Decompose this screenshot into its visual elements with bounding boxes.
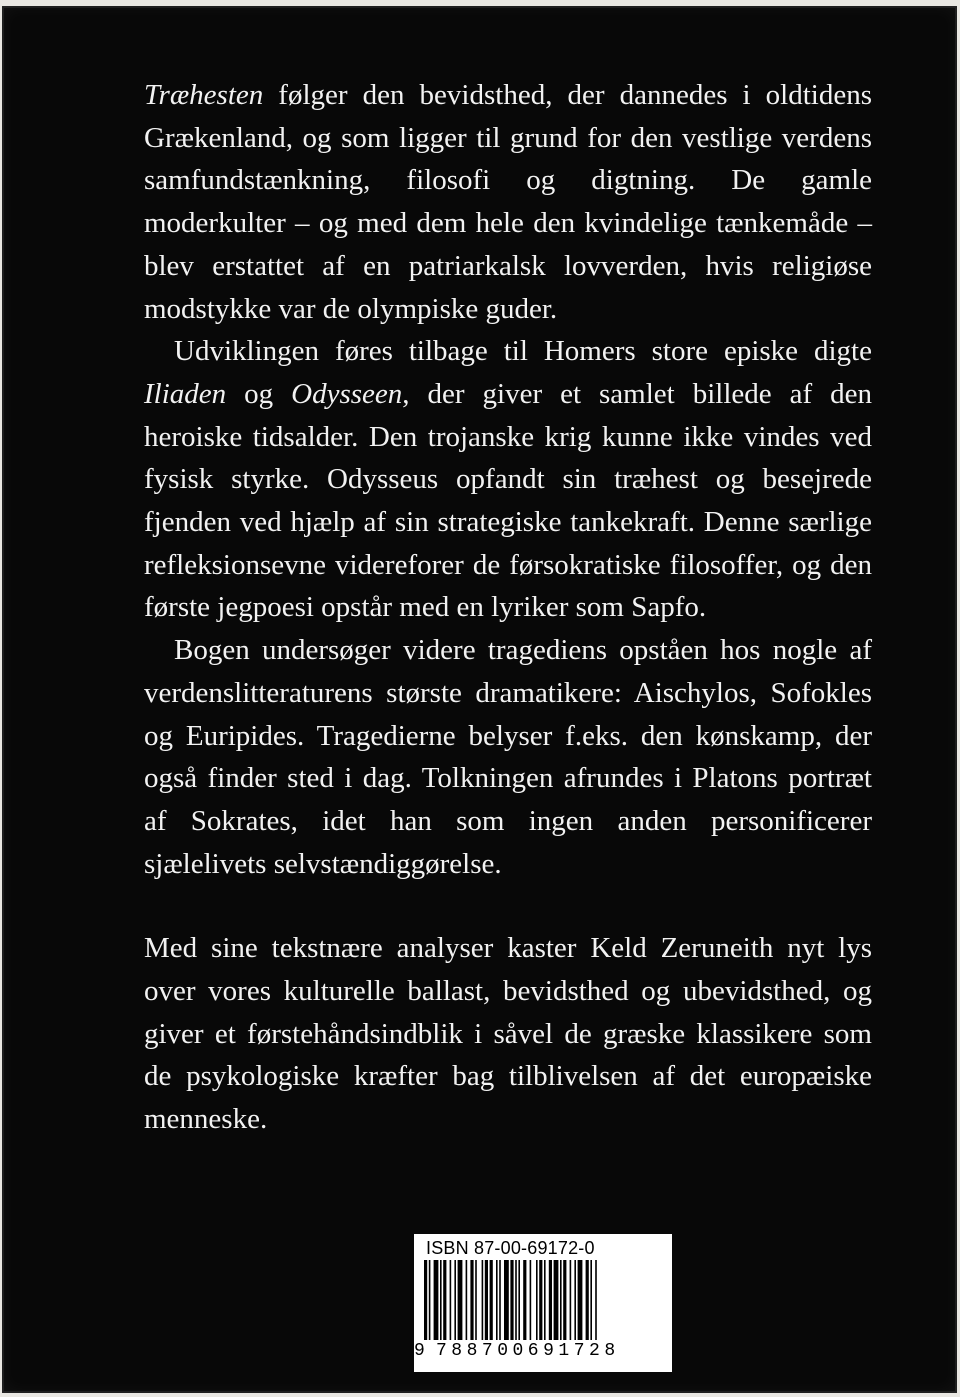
blurb-paragraph-1 [144, 74, 872, 330]
barcode-bar [485, 1260, 488, 1340]
barcode-bar [496, 1260, 498, 1340]
isbn-number: ISBN 87-00-69172-0 [426, 1238, 595, 1258]
barcode-bar [578, 1260, 583, 1340]
barcode-bar [515, 1260, 517, 1340]
barcode-bar [482, 1260, 484, 1340]
barcode-bar [530, 1260, 532, 1340]
barcode-bar [499, 1260, 501, 1340]
ean-first-digit: 9 [414, 1341, 425, 1361]
barcode-bar [454, 1260, 456, 1340]
blurb-paragraph-3: Bogen undersøger videre tragediens opståen hos nogle af verdenslitteraturens største dramatikere: Aischylos, Sofokles og Euripides. Tragedierne belyser f.eks. den kønskamp, der også finder sted i dag. Tolkningen afrundes i Platons portræt af Sokrates, idet han som ingen anden personificerer sjælelivets selvstændiggørelse. [144, 634, 872, 880]
work-title-odysseen: Odysseen [291, 377, 403, 410]
barcode-bar [429, 1260, 431, 1340]
work-title-iliaden: Iliaden [144, 377, 227, 410]
barcode-bar [523, 1260, 526, 1340]
barcode-bar [544, 1260, 546, 1340]
barcode-bar [563, 1260, 566, 1340]
barcode-bar [443, 1260, 446, 1340]
barcode-bar [595, 1260, 597, 1340]
barcode-bar [434, 1260, 439, 1340]
barcode-bar [560, 1260, 562, 1340]
barcode-bars [422, 1260, 664, 1340]
paragraph-text: og [226, 377, 292, 410]
blurb-text [144, 74, 872, 1141]
barcode-bar [586, 1260, 589, 1340]
blurb-paragraph-2 [144, 330, 872, 629]
barcode-bar [504, 1260, 509, 1340]
barcode-bar [539, 1260, 542, 1340]
barcode-bar [590, 1260, 592, 1340]
barcode-bar [570, 1260, 572, 1340]
isbn-barcode [414, 1234, 672, 1372]
ean-digits: 788700691728 [436, 1341, 662, 1361]
barcode-bar [470, 1260, 473, 1340]
barcode-bar [490, 1260, 493, 1340]
barcode-bar [424, 1260, 427, 1340]
barcode-bar [510, 1260, 513, 1340]
barcode-bar [440, 1260, 442, 1340]
paragraph-text: Udviklingen føres tilbage til Homers store episke digte [174, 335, 872, 368]
paragraph-text: følger den bevidsthed, der dannedes i oldtidens Grækenland, og som ligger til grund for den vestlige verdens samfundstænkning, filosofi og digtning. De gamle moderkulter – og med dem hele den kvindelige tænkemåde – blev erstattet af en patriarkalsk lovverden, hvis religiøse modstykke var de olympiske guder. [144, 79, 872, 325]
paragraph-text: , der giver et samlet billede af den heroiske tidsalder. Den trojanske krig kunne ikke vindes ved fysisk styrke. Odysseus opfandt sin træhest og besejrede fjenden ved hjælp af sin strategiske tankekraft. Denne særlige refleksionsevne videreforer de førsokratiske filosoffer, og den første jegpoesi opstår med en lyriker som Sapfo. [144, 377, 873, 624]
barcode-bar [518, 1260, 520, 1340]
blurb-paragraph-4: Med sine tekstnære analyser kaster Keld Zeruneith nyt lys over vores kulturelle ballast, bevidsthed og ubevidsthed, og giver et førstehåndsindblik i såvel de græske klassikere som de psykologiske kræfter bag tilblivelsen af det europæiske menneske. [144, 932, 872, 1136]
barcode-bar [554, 1260, 559, 1340]
book-title: Træhesten [144, 79, 264, 111]
barcode-bar [458, 1260, 463, 1340]
barcode-bar [536, 1260, 538, 1340]
barcode-bar [450, 1260, 452, 1340]
barcode-bar [549, 1260, 552, 1340]
back-cover [2, 6, 957, 1393]
barcode-bar [475, 1260, 477, 1340]
barcode-bar [466, 1260, 468, 1340]
barcode-bar [574, 1260, 576, 1340]
